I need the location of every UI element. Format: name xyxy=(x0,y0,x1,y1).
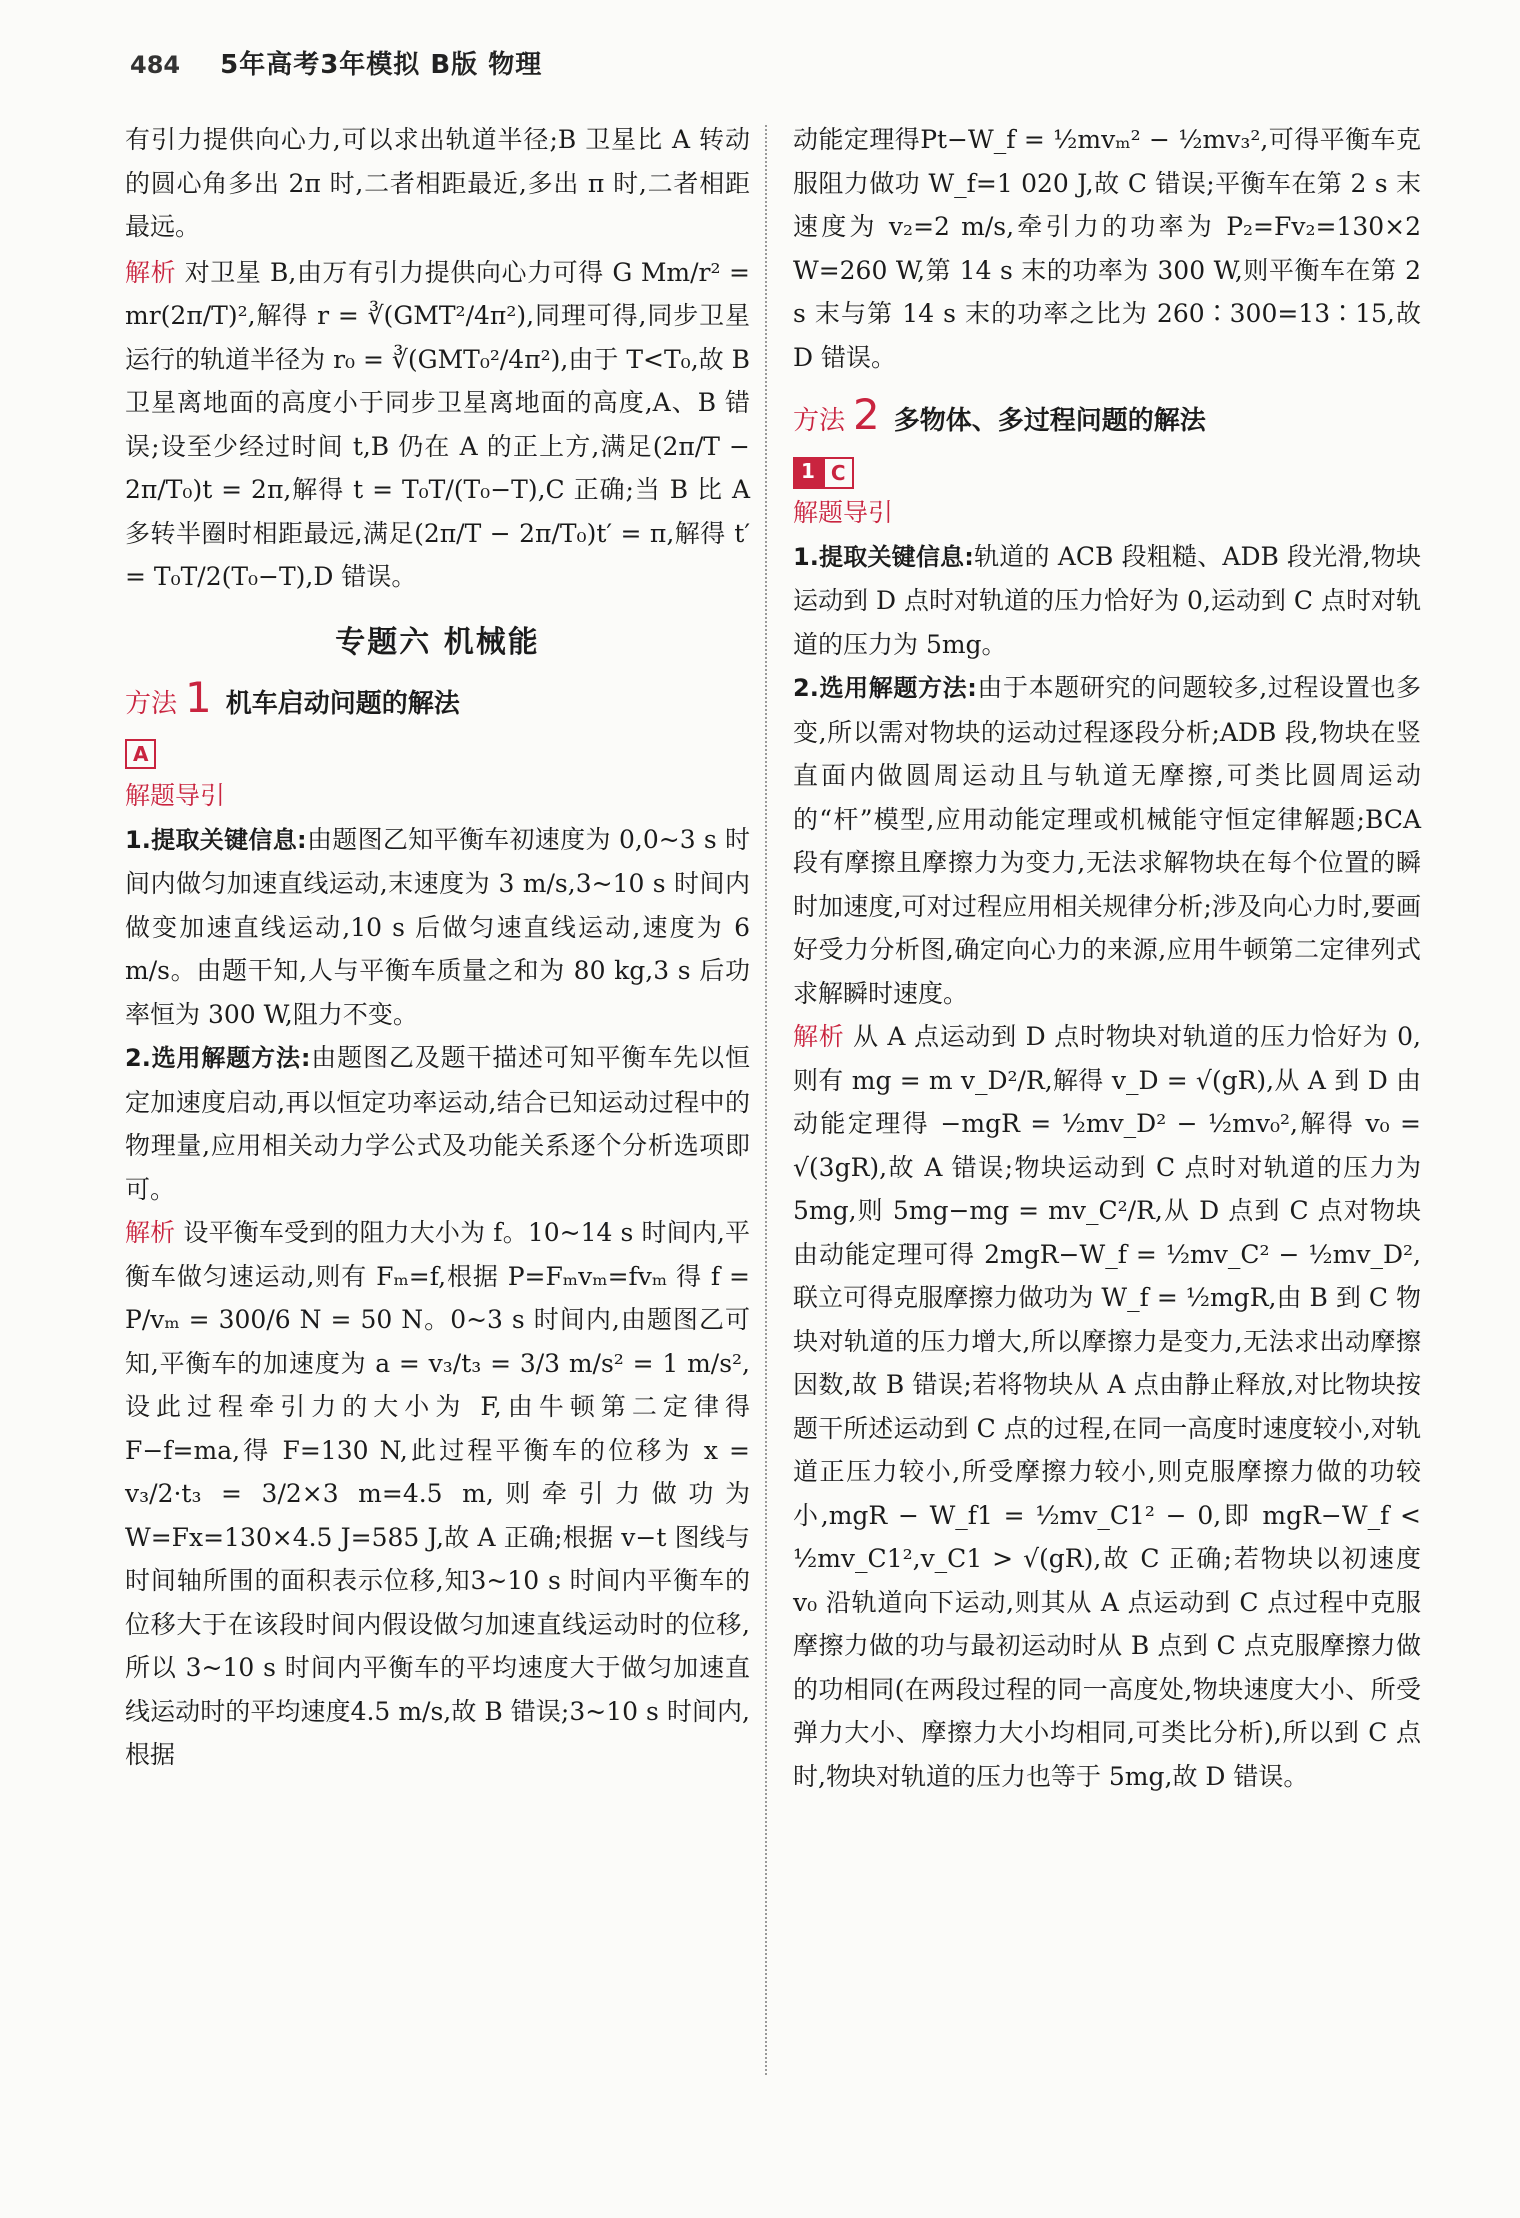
analysis-tag: 解析 xyxy=(125,257,177,287)
method-label: 方法 xyxy=(125,689,178,719)
analysis-text: 从 A 点运动到 D 点时物块对轨道的压力恰好为 0,则有 mg = m v_D²/R,解得 v_D = √(gR),从 A 到 D 由动能定理得 −mgR = ½mv_D² − ½mv₀²,解得 v₀ = √(3gR),故 A 错误;物块运动到 C 点时对轨道的压力为 5mg,则 5mg−mg = mv_C²/R,从 D 点到 C 点对物块由动能定理可得 2mgR−W_f = ½mv_C² − ½mv_D²,联立可得克服摩擦力做功为 W_f = ½mgR,由 B 到 C 物块对轨道的压力增大,所以摩擦力是变力,无法求出动摩擦因数,故 B 错误;若将物块从 A 点由静止释放,对比物块按题干所述运动到 C 点的过程,在同一高度时速度较小,对轨道正压力较小,所受摩擦力较小,则克服摩擦力做的功较小,mgR − W_f1 = ½mv_C1² − 0,即 mgR−W_f < ½mv_C1²,v_C1 > √(gR),故 C 正确;若物块以初速度 v₀ 沿轨道向下运动,则其从 A 点运动到 C 点过程中克服摩擦力做的功与最初运动时从 B 点到 C 点克服摩擦力做的功相同(在两段过程的同一高度处,物块速度大小、所受弹力大小、摩擦力大小均相同,可类比分析),所以到 C 点时,物块对轨道的压力也等于 5mg,故 D 错误。 xyxy=(793,1022,1421,1791)
analysis-text: 设平衡车受到的阻力大小为 f。10~14 s 时间内,平衡车做匀速运动,则有 Fₘ=f,根据 P=Fₘvₘ=fvₘ 得 f = P/vₘ = 300/6 N = 50 N。0~3 s 时间内,由题图乙可知,平衡车的加速度为 a = v₃/t₃ = 3/3 m/s² = 1 m/s²,设此过程牵引力的大小为 F,由牛顿第二定律得 F−f=ma,得 F=130 N,此过程平衡车的位移为 x = v₃/2·t₃ = 3/2×3 m=4.5 m,则牵引力做功为 W=Fx=130×4.5 J=585 J,故 A 正确;根据 v−t 图线与时间轴所围的面积表示位移,知3~10 s 时间内平衡车的位移大于在该段时间内假设做匀加速直线运动时的位移,所以 3~10 s 时间内平衡车的平均速度大于做匀加速直线运动时的平均速度4.5 m/s,故 B 错误;3~10 s 时间内,根据 xyxy=(125,1218,750,1769)
answer-letter: C xyxy=(823,457,854,489)
guide-heading: 解题导引 xyxy=(125,781,226,810)
analysis-paragraph xyxy=(125,251,750,599)
book-title: 5年高考3年模拟 B版 物理 xyxy=(220,50,543,80)
method-number: 2 xyxy=(853,390,880,439)
guide-text: 由题图乙知平衡车初速度为 0,0~3 s 时间内做匀加速直线运动,末速度为 3 m/s,3~10 s 时间内做变加速直线运动,10 s 后做匀速直线运动,速度为 6 m/s。由题干知,人与平衡车质量之和为 80 kg,3 s 后功率恒为 300 W,阻力不变。 xyxy=(125,824,750,1029)
guide-item xyxy=(125,1036,750,1211)
page-number: 484 xyxy=(130,51,181,79)
guide-text: 由题图乙及题干描述可知平衡车先以恒定加速度启动,再以恒定功率运动,结合已知运动过程中的物理量,应用相关动力学公式及功能关系逐个分析选项即可。 xyxy=(125,1043,750,1204)
guide-item xyxy=(125,818,750,1037)
method-heading xyxy=(793,390,1421,444)
method-title: 多物体、多过程问题的解法 xyxy=(893,406,1206,436)
method-title: 机车启动问题的解法 xyxy=(225,689,460,719)
question-number: 1 xyxy=(793,457,823,489)
left-column xyxy=(125,118,750,1777)
guide-keyword: 2.选用解题方法: xyxy=(125,1044,311,1072)
guide-item xyxy=(793,535,1421,667)
guide-keyword: 1.提取关键信息: xyxy=(793,542,974,571)
column-divider xyxy=(765,125,767,2075)
analysis-paragraph xyxy=(125,1211,750,1777)
answer-badge xyxy=(793,457,854,489)
guide-heading: 解题导引 xyxy=(793,498,894,527)
answer-badge: A xyxy=(125,739,156,769)
guide-text: 轨道的 ACB 段粗糙、ADB 段光滑,物块运动到 D 点时对轨道的压力恰好为 0,运动到 C 点时对轨道的压力为 5mg。 xyxy=(793,541,1422,659)
right-column xyxy=(793,118,1421,1798)
paragraph: 动能定理得Pt−W_f = ½mvₘ² − ½mv₃²,可得平衡车克服阻力做功 W_f=1 020 J,故 C 错误;平衡车在第 2 s 末速度为 v₂=2 m/s,牵引力的功率为 P₂=Fv₂=130×2 W=260 W,第 14 s 末的功率为 300 W,则平衡车在第 2 s 末与第 14 s 末的功率之比为 260∶300=13∶15,故 D 错误。 xyxy=(793,125,1421,372)
analysis-tag: 解析 xyxy=(125,1218,176,1247)
analysis-paragraph xyxy=(793,1015,1421,1798)
method-label: 方法 xyxy=(793,406,846,436)
guide-item xyxy=(793,666,1421,1015)
method-number: 1 xyxy=(185,673,212,722)
method-heading xyxy=(125,673,750,727)
guide-keyword: 2.选用解题方法: xyxy=(793,674,977,702)
paragraph: 有引力提供向心力,可以求出轨道半径;B 卫星比 A 转动的圆心角多出 2π 时,二者相距最近,多出 π 时,二者相距最远。 xyxy=(125,125,750,241)
guide-keyword: 1.提取关键信息: xyxy=(125,825,307,854)
analysis-tag: 解析 xyxy=(793,1022,845,1051)
page-header xyxy=(130,44,542,84)
guide-text: 由于本题研究的问题较多,过程设置也多变,所以需对物块的运动过程逐段分析;ADB 段,物块在竖直面内做圆周运动且与轨道无摩擦,可类比圆周运动的“杆”模型,应用动能定理或机械能守恒定律解题;BCA 段有摩擦且摩擦力为变力,无法求解物块在每个位置的瞬时加速度,可对过程应用相关规律分析;涉及向心力时,要画好受力分析图,确定向心力的来源,应用牛顿第二定律列式求解瞬时速度。 xyxy=(793,673,1421,1008)
analysis-text: 对卫星 B,由万有引力提供向心力可得 G Mm/r² = mr(2π/T)²,解得 r = ∛(GMT²/4π²),同理可得,同步卫星运行的轨道半径为 r₀ = ∛(GMT₀²/4π²),由于 T<T₀,故 B 卫星离地面的高度小于同步卫星离地面的高度,A、B 错误;设至少经过时间 t,B 仍在 A 的正上方,满足(2π/T − 2π/T₀)t = 2π,解得 t = T₀T/(T₀−T),C 正确;当 B 比 A 多转半圈时相距最远,满足(2π/T − 2π/T₀)t′ = π,解得 t′ = T₀T/2(T₀−T),D 错误。 xyxy=(125,257,750,591)
chapter-title: 专题六 机械能 xyxy=(335,624,540,660)
